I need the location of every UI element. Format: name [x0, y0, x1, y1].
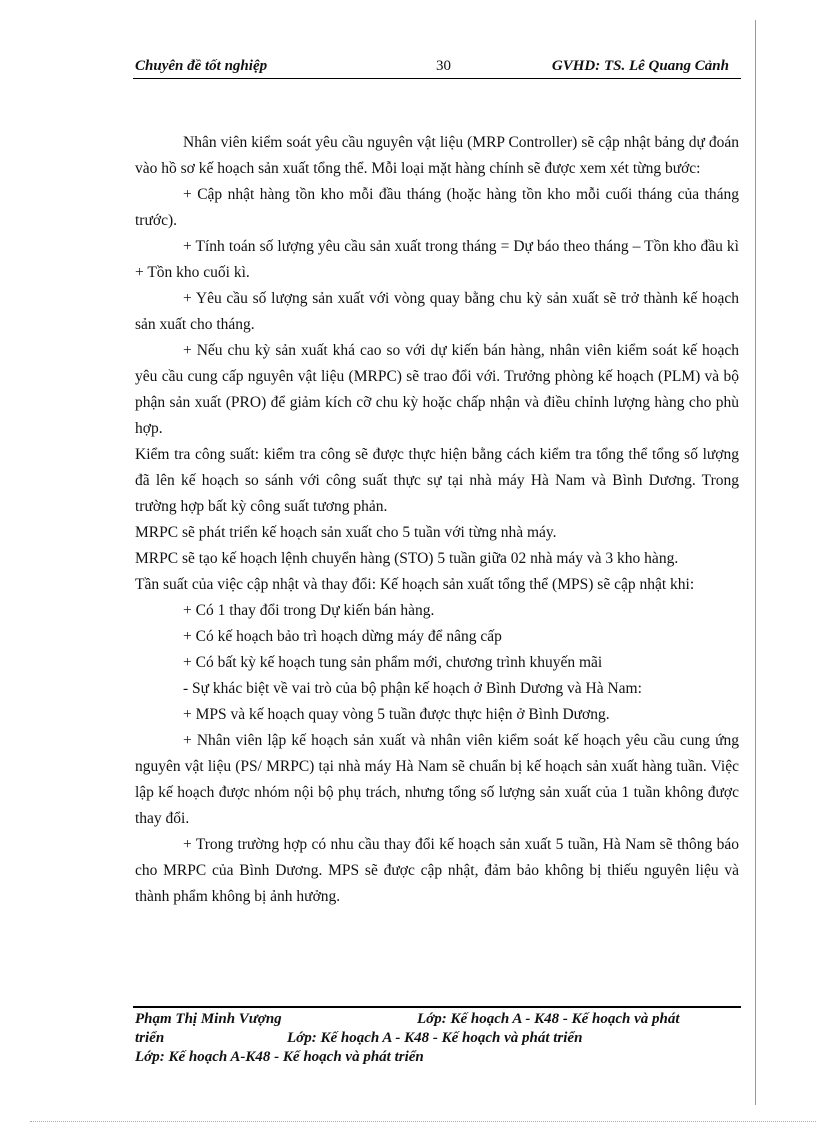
footer-class-line1: Lớp: Kế hoạch A - K48 - Kế hoạch và phát	[417, 1011, 680, 1027]
paragraph: MRPC sẽ phát triển kế hoạch sản xuất cho 5 tuần với từng nhà máy.	[135, 524, 557, 541]
paragraph: + Có bất kỳ kế hoạch tung sản phẩm mới, chương trình khuyến mãi	[183, 654, 603, 671]
paragraph: + Nếu chu kỳ sản xuất khá cao so với dự kiến bán hàng, nhân viên kiểm soát kế hoạch yêu cầu cung cấp nguyên vật liệu (MRPC) sẽ trao đổi với. Trưởng phòng kế hoạch (PLM) và bộ phận sản xuất (PRO) để giảm kích cỡ chu kỳ hoặc chấp nhận và điều chỉnh lượng hàng cho phù hợp.	[135, 342, 739, 437]
paragraph: Tần suất của việc cập nhật và thay đổi: Kế hoạch sản xuất tổng thể (MPS) sẽ cập nhật khi:	[135, 576, 695, 593]
document-body	[135, 130, 739, 910]
paragraph: + MPS và kế hoạch quay vòng 5 tuần được thực hiện ở Bình Dương.	[183, 706, 610, 723]
paragraph: + Cập nhật hàng tồn kho mỗi đầu tháng (hoặc hàng tồn kho mỗi cuối tháng của tháng trước).	[135, 186, 739, 229]
paragraph: + Yêu cầu số lượng sản xuất với vòng quay bằng chu kỳ sản xuất sẽ trở thành kế hoạch sản xuất cho tháng.	[135, 290, 739, 333]
page-header	[133, 56, 741, 79]
paragraph: Kiểm tra công suất: kiểm tra công sẽ được thực hiện bằng cách kiểm tra tổng thể tổng số lượng đã lên kế hoạch so sánh với công suất thực sự tại nhà máy Hà Nam và Bình Dương. Trong trường hợp bất kỳ công suất tương phản.	[135, 446, 739, 515]
footer-author: Phạm Thị Minh Vượng	[135, 1011, 282, 1027]
footer-class-line3: Lớp: Kế hoạch A-K48 - Kế hoạch và phát triển	[135, 1049, 424, 1065]
paragraph: - Sự khác biệt về vai trò của bộ phận kế hoạch ở Bình Dương và Hà Nam:	[183, 680, 642, 697]
page-number: 30	[436, 58, 451, 74]
header-supervisor: GVHD: TS. Lê Quang Cảnh	[551, 58, 729, 74]
footer-divider	[133, 1006, 741, 1008]
page-edge-right	[755, 20, 756, 1105]
page-footer	[135, 1010, 739, 1067]
paragraph: MRPC sẽ tạo kế hoạch lệnh chuyển hàng (STO) 5 tuần giữa 02 nhà máy và 3 kho hàng.	[135, 550, 679, 567]
footer-class-wrap: triển	[135, 1030, 165, 1046]
paragraph: Nhân viên kiểm soát yêu cầu nguyên vật liệu (MRP Controller) sẽ cập nhật bảng dự đoán vào hồ sơ kế hoạch sản xuất tổng thể. Mỗi loại mặt hàng chính sẽ được xem xét từng bước:	[135, 134, 739, 177]
paragraph: + Tính toán số lượng yêu cầu sản xuất trong tháng = Dự báo theo tháng – Tồn kho đầu kì + Tồn kho cuối kì.	[135, 238, 739, 281]
paragraph: + Trong trường hợp có nhu cầu thay đổi kế hoạch sản xuất 5 tuần, Hà Nam sẽ thông báo cho MRPC của Bình Dương. MPS sẽ được cập nhật, đảm bảo không bị thiếu nguyên liệu và thành phẩm không bị ảnh hưởng.	[135, 836, 739, 905]
paragraph: + Nhân viên lập kế hoạch sản xuất và nhân viên kiểm soát kế hoạch yêu cầu cung ứng nguyên vật liệu (PS/ MRPC) tại nhà máy Hà Nam sẽ chuẩn bị kế hoạch sản xuất hàng tuần. Việc lập kế hoạch được nhóm nội bộ phụ trách, nhưng tổng số lượng sản xuất của 1 tuần không được thay đổi.	[135, 732, 739, 827]
footer-class-line2: Lớp: Kế hoạch A - K48 - Kế hoạch và phát triển	[287, 1030, 583, 1046]
paragraph: + Có 1 thay đổi trong Dự kiến bán hàng.	[183, 602, 435, 619]
header-title: Chuyên đề tốt nghiệp	[135, 58, 268, 74]
paragraph: + Có kế hoạch bảo trì hoạch dừng máy để nâng cấp	[183, 628, 502, 645]
